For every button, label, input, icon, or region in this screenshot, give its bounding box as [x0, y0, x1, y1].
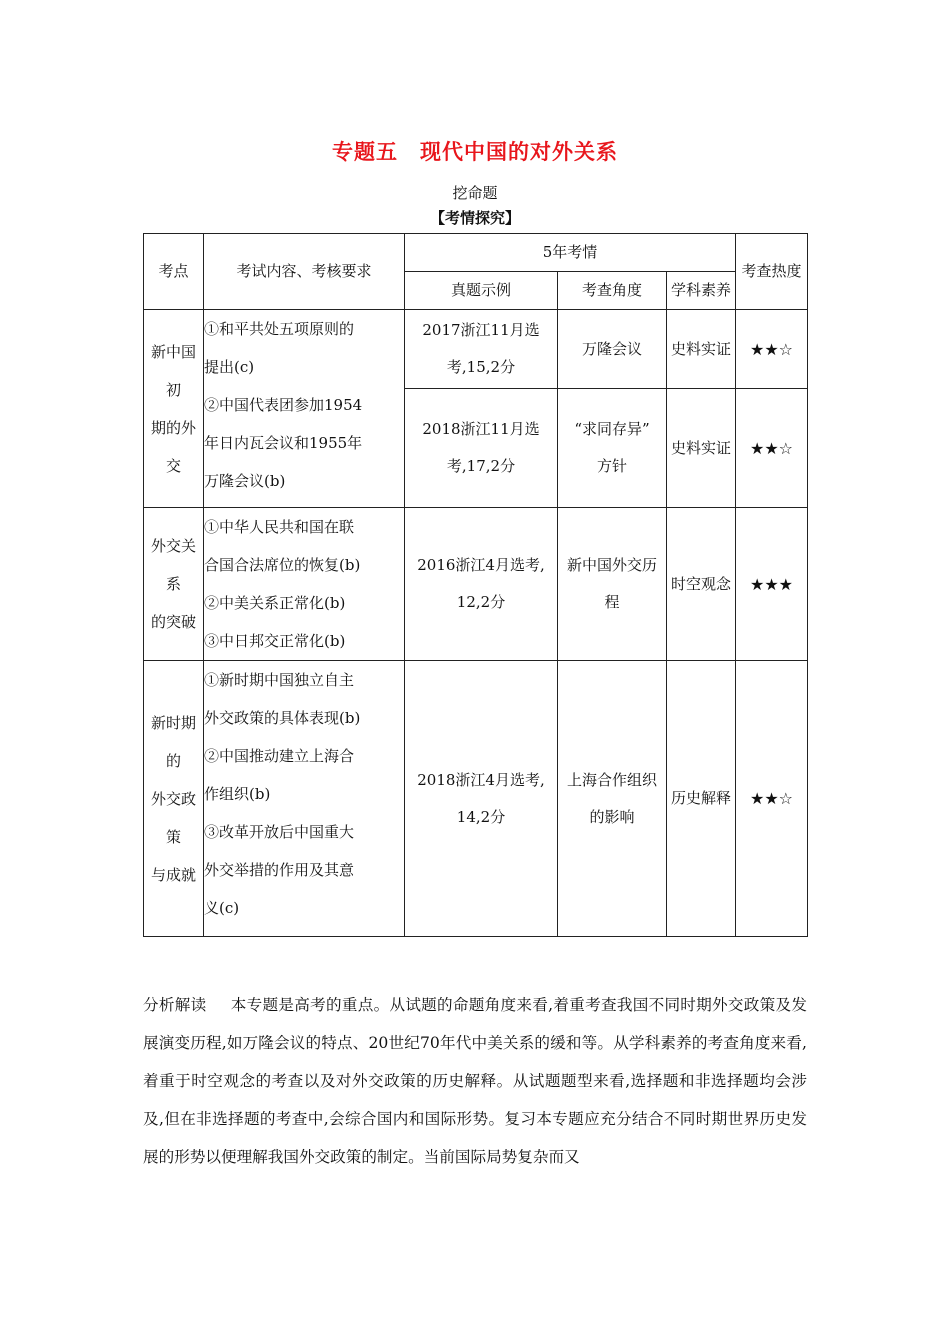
heat-rating: ★★☆ [736, 389, 808, 508]
literacy-cell: 历史解释 [667, 661, 736, 937]
requirements-cell: ①中华人民共和国在联 合国合法席位的恢复(b) ②中美关系正常化(b) ③中日邦交正常化(b) [204, 508, 405, 661]
example-cell: 2016浙江4月选考, 12,2分 [405, 508, 558, 661]
heat-rating: ★★☆ [736, 661, 808, 937]
topic-cell: 新时期 的 外交政 策 与成就 [144, 661, 204, 937]
table-row [144, 661, 808, 937]
exam-table [143, 233, 808, 937]
literacy-cell: 史料实证 [667, 310, 736, 389]
header-row [144, 234, 808, 272]
header-requirements: 考试内容、考核要求 [204, 234, 405, 310]
section-title: 【考情探究】 [429, 209, 520, 227]
topic-cell: 新中国 初 期的外 交 [144, 310, 204, 508]
header-five-years: 5年考情 [405, 234, 736, 272]
angle-cell: 上海合作组织 的影响 [558, 661, 667, 937]
analysis-paragraph [143, 986, 807, 1176]
requirements-cell: ①新时期中国独立自主 外交政策的具体表现(b) ②中国推动建立上海合 作组织(b) ③改革开放后中国重大 外交举措的作用及其意 义(c) [204, 661, 405, 937]
example-cell: 2018浙江11月选 考,17,2分 [405, 389, 558, 508]
analysis-text: 本专题是高考的重点。从试题的命题角度来看,着重考查我国不同时期外交政策及发展演变历程,如万隆会议的特点、20世纪70年代中美关系的缓和等。从学科素养的考查角度来看,着重于时空观念的考查以及对外交政策的历史解释。从试题题型来看,选择题和非选择题均会涉及,但在非选择题的考查中,会综合国内和国际形势。复习本专题应充分结合不同时期世界历史发展的形势以便理解我国外交政策的制定。当前国际局势复杂而又 [143, 996, 807, 1166]
heat-rating: ★★★ [736, 508, 808, 661]
table-row [144, 310, 808, 389]
header-angle: 考查角度 [558, 272, 667, 310]
literacy-cell: 史料实证 [667, 389, 736, 508]
analysis-label: 分析解读 [143, 996, 207, 1014]
example-cell: 2017浙江11月选 考,15,2分 [405, 310, 558, 389]
header-heat: 考查热度 [736, 234, 808, 310]
header-literacy: 学科素养 [667, 272, 736, 310]
header-example: 真题示例 [405, 272, 558, 310]
heat-rating: ★★☆ [736, 310, 808, 389]
topic-cell: 外交关 系 的突破 [144, 508, 204, 661]
header-topic: 考点 [144, 234, 204, 310]
angle-cell: 新中国外交历 程 [558, 508, 667, 661]
table-row [144, 508, 808, 661]
requirements-cell: ①和平共处五项原则的 提出(c) ②中国代表团参加1954 年日内瓦会议和1955年 万隆会议(b) [204, 310, 405, 508]
angle-cell: 万隆会议 [558, 310, 667, 389]
angle-cell: “求同存异” 方针 [558, 389, 667, 508]
page-title: 专题五 现代中国的对外关系 [332, 140, 618, 164]
literacy-cell: 时空观念 [667, 508, 736, 661]
subtitle: 挖命题 [452, 184, 498, 202]
example-cell: 2018浙江4月选考, 14,2分 [405, 661, 558, 937]
